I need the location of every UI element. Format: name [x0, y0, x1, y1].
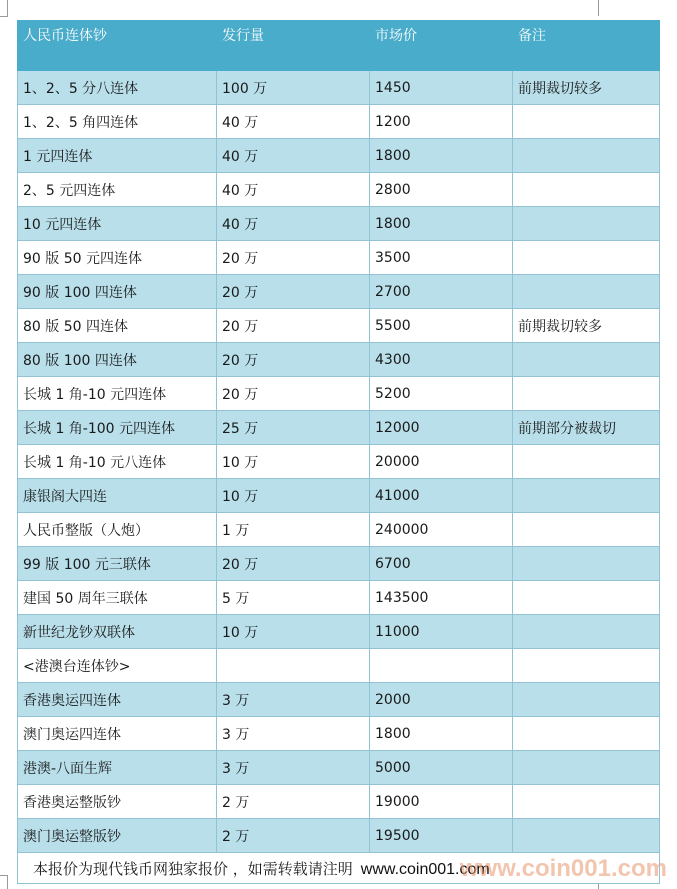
cell-remarks	[513, 683, 660, 717]
cell-remarks	[513, 615, 660, 649]
cell-market-price: 240000	[370, 513, 513, 547]
header-name: 人民币连体钞	[18, 21, 217, 71]
crop-mark-bottom-left-vertical	[7, 875, 8, 889]
crop-mark-bottom-left-horizontal	[0, 875, 8, 876]
table-row	[18, 615, 660, 649]
cell-market-price: 3500	[370, 241, 513, 275]
cell-market-price: 11000	[370, 615, 513, 649]
crop-mark-top-right-vertical	[598, 0, 599, 16]
table-row	[18, 411, 660, 445]
cell-remarks: 前期裁切较多	[513, 71, 660, 105]
table-row	[18, 343, 660, 377]
cell-issue-volume: 5 万	[217, 581, 370, 615]
cell-issue-volume: 100 万	[217, 71, 370, 105]
cell-issue-volume: 1 万	[217, 513, 370, 547]
cell-market-price: 2700	[370, 275, 513, 309]
cell-remarks	[513, 649, 660, 683]
cell-issue-volume: 40 万	[217, 105, 370, 139]
cell-issue-volume: 20 万	[217, 343, 370, 377]
cell-name: 90 版 100 四连体	[18, 275, 217, 309]
footer-url: www.coin001.com	[360, 860, 490, 878]
table-row	[18, 513, 660, 547]
cell-market-price: 4300	[370, 343, 513, 377]
cell-name: 长城 1 角-100 元四连体	[18, 411, 217, 445]
cell-market-price: 2000	[370, 683, 513, 717]
cell-market-price: 1450	[370, 71, 513, 105]
cell-market-price: 143500	[370, 581, 513, 615]
cell-remarks	[513, 173, 660, 207]
cell-issue-volume: 20 万	[217, 377, 370, 411]
table-row	[18, 173, 660, 207]
cell-market-price: 6700	[370, 547, 513, 581]
cell-name: 1、2、5 角四连体	[18, 105, 217, 139]
cell-name: 80 版 50 四连体	[18, 309, 217, 343]
cell-remarks	[513, 547, 660, 581]
cell-remarks	[513, 343, 660, 377]
table-row	[18, 275, 660, 309]
cell-remarks	[513, 377, 660, 411]
cell-issue-volume: 2 万	[217, 785, 370, 819]
cell-remarks: 前期裁切较多	[513, 309, 660, 343]
cell-market-price: 19500	[370, 819, 513, 853]
cell-issue-volume: 40 万	[217, 173, 370, 207]
cell-name: 澳门奥运整版钞	[18, 819, 217, 853]
cell-issue-volume: 3 万	[217, 751, 370, 785]
cell-market-price: 5000	[370, 751, 513, 785]
table-row	[18, 139, 660, 173]
cell-issue-volume: 40 万	[217, 139, 370, 173]
cell-issue-volume: 20 万	[217, 241, 370, 275]
header-market-price: 市场价	[370, 21, 513, 71]
cell-remarks: 前期部分被裁切	[513, 411, 660, 445]
cell-issue-volume: 25 万	[217, 411, 370, 445]
cell-remarks	[513, 785, 660, 819]
table-row	[18, 207, 660, 241]
table-row	[18, 377, 660, 411]
table-row	[18, 819, 660, 853]
cell-issue-volume: 3 万	[217, 717, 370, 751]
cell-issue-volume	[217, 649, 370, 683]
cell-name: <港澳台连体钞>	[18, 649, 217, 683]
table-row	[18, 241, 660, 275]
cell-remarks	[513, 717, 660, 751]
cell-name: 1、2、5 分八连体	[18, 71, 217, 105]
cell-issue-volume: 2 万	[217, 819, 370, 853]
cell-issue-volume: 20 万	[217, 547, 370, 581]
table-row	[18, 445, 660, 479]
cell-market-price: 41000	[370, 479, 513, 513]
cell-name: 人民币整版（人炮）	[18, 513, 217, 547]
banknote-price-table	[17, 20, 660, 884]
table-row	[18, 105, 660, 139]
cell-market-price: 20000	[370, 445, 513, 479]
cell-remarks	[513, 445, 660, 479]
header-issue-volume: 发行量	[217, 21, 370, 71]
table-row	[18, 751, 660, 785]
cell-remarks	[513, 479, 660, 513]
cell-market-price: 12000	[370, 411, 513, 445]
footer-note: 本报价为现代钱币网独家报价 ，如需转载请注明	[33, 859, 353, 878]
cell-issue-volume: 40 万	[217, 207, 370, 241]
cell-remarks	[513, 105, 660, 139]
cell-market-price: 1800	[370, 717, 513, 751]
cell-market-price: 1800	[370, 207, 513, 241]
cell-name: 澳门奥运四连体	[18, 717, 217, 751]
cell-name: 香港奥运四连体	[18, 683, 217, 717]
cell-market-price: 2800	[370, 173, 513, 207]
cell-name: 99 版 100 元三联体	[18, 547, 217, 581]
cell-remarks	[513, 581, 660, 615]
cell-issue-volume: 10 万	[217, 479, 370, 513]
table-row	[18, 717, 660, 751]
cell-name: 2、5 元四连体	[18, 173, 217, 207]
table-row	[18, 683, 660, 717]
cell-market-price	[370, 649, 513, 683]
table-row	[18, 649, 660, 683]
cell-issue-volume: 10 万	[217, 615, 370, 649]
cell-market-price: 19000	[370, 785, 513, 819]
cell-remarks	[513, 139, 660, 173]
header-remarks: 备注	[513, 21, 660, 71]
table-row	[18, 479, 660, 513]
cell-name: 长城 1 角-10 元八连体	[18, 445, 217, 479]
cell-remarks	[513, 207, 660, 241]
cell-remarks	[513, 513, 660, 547]
table-row	[18, 71, 660, 105]
cell-issue-volume: 10 万	[217, 445, 370, 479]
cell-name: 康银阁大四连	[18, 479, 217, 513]
table-body	[18, 71, 660, 853]
cell-name: 长城 1 角-10 元四连体	[18, 377, 217, 411]
cell-market-price: 1800	[370, 139, 513, 173]
cell-name: 港澳-八面生辉	[18, 751, 217, 785]
table-row	[18, 581, 660, 615]
cell-remarks	[513, 241, 660, 275]
cell-issue-volume: 20 万	[217, 275, 370, 309]
cell-remarks	[513, 275, 660, 309]
table-header-row	[18, 21, 660, 71]
cell-market-price: 5500	[370, 309, 513, 343]
site-watermark: www.coin001.com	[459, 855, 667, 882]
cell-remarks	[513, 751, 660, 785]
cell-name: 新世纪龙钞双联体	[18, 615, 217, 649]
crop-mark-top-left-horizontal	[0, 16, 8, 17]
crop-mark-top-left-vertical	[7, 0, 8, 16]
table-row	[18, 309, 660, 343]
cell-name: 建国 50 周年三联体	[18, 581, 217, 615]
cell-remarks	[513, 819, 660, 853]
cell-name: 1 元四连体	[18, 139, 217, 173]
cell-market-price: 5200	[370, 377, 513, 411]
cell-name: 香港奥运整版钞	[18, 785, 217, 819]
table-row	[18, 547, 660, 581]
cell-name: 10 元四连体	[18, 207, 217, 241]
cell-issue-volume: 3 万	[217, 683, 370, 717]
cell-issue-volume: 20 万	[217, 309, 370, 343]
cell-name: 80 版 100 四连体	[18, 343, 217, 377]
cell-market-price: 1200	[370, 105, 513, 139]
table-row	[18, 785, 660, 819]
cell-name: 90 版 50 元四连体	[18, 241, 217, 275]
